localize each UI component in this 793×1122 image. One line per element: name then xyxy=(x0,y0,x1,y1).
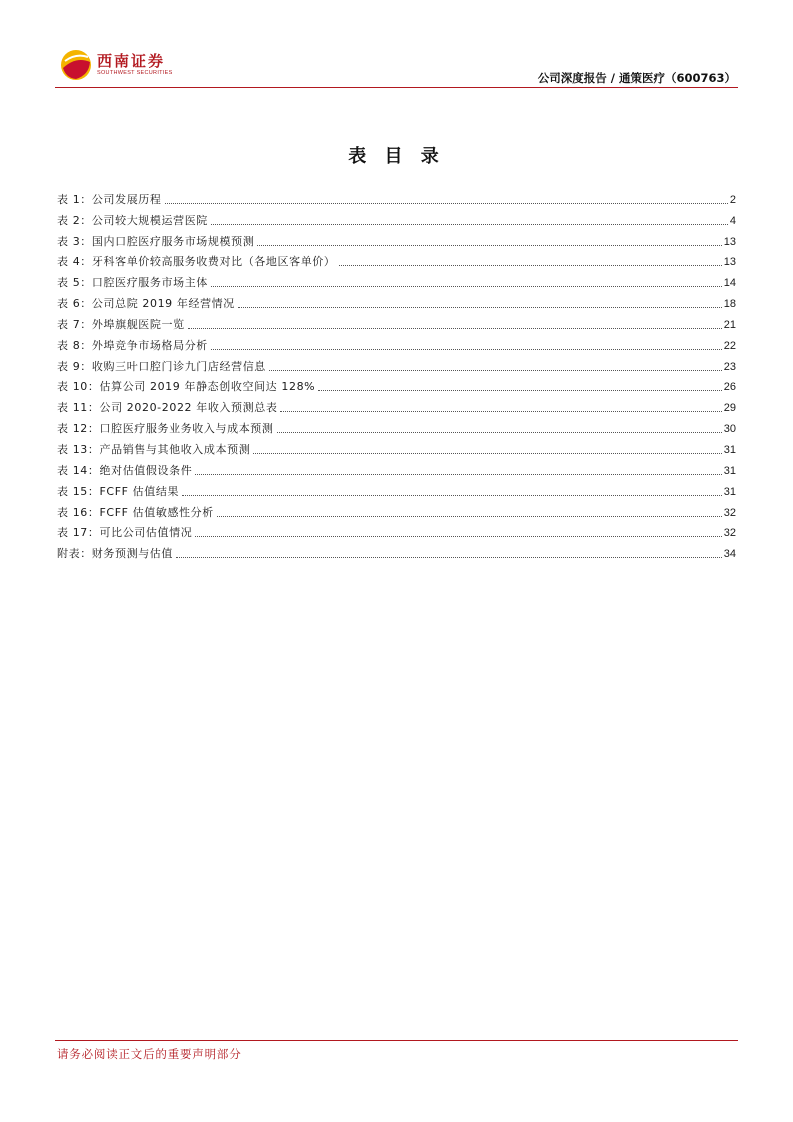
toc-entry-page-number[interactable]: 31 xyxy=(723,464,736,477)
toc-entry-page-number[interactable]: 31 xyxy=(723,485,736,498)
toc-dot-leader xyxy=(318,389,722,391)
toc-entry-page-number[interactable]: 26 xyxy=(723,381,736,394)
toc-entry-label[interactable]: 表 9：收购三叶口腔门诊九门店经营信息 xyxy=(57,359,266,373)
toc-entry-label[interactable]: 表 6：公司总院 2019 年经营情况 xyxy=(57,297,235,311)
toc-entry-label[interactable]: 表 5：口腔医疗服务市场主体 xyxy=(57,276,208,290)
toc-entry-page-number[interactable]: 34 xyxy=(723,548,736,561)
toc-dot-leader xyxy=(195,473,721,475)
toc-entry-page-number[interactable]: 4 xyxy=(729,214,736,227)
toc-dot-leader xyxy=(211,348,722,350)
toc-entry-page-number[interactable]: 30 xyxy=(723,423,736,436)
toc-dot-leader xyxy=(280,410,721,412)
header-divider xyxy=(55,87,738,88)
toc-entry[interactable] xyxy=(57,207,736,228)
toc-dot-leader xyxy=(195,535,721,537)
toc-entry[interactable] xyxy=(57,457,736,478)
toc-entry-label[interactable]: 表 15：FCFF 估值结果 xyxy=(57,484,180,498)
logo-name-cn: 西南证券 xyxy=(97,52,166,70)
toc-entry-label[interactable]: 表 3：国内口腔医疗服务市场规模预测 xyxy=(57,234,255,248)
toc-entry-page-number[interactable]: 13 xyxy=(723,235,736,248)
toc-entry[interactable] xyxy=(57,415,736,436)
toc-entry[interactable] xyxy=(57,311,736,332)
toc-entry[interactable] xyxy=(57,499,736,520)
toc-entry[interactable] xyxy=(57,478,736,499)
toc-entry-page-number[interactable]: 21 xyxy=(723,318,736,331)
report-header-title: 公司深度报告 / 通策医疗（600763） xyxy=(537,71,736,85)
toc-dot-leader xyxy=(339,264,722,266)
toc-entry[interactable] xyxy=(57,520,736,541)
toc-entry-page-number[interactable]: 23 xyxy=(723,360,736,373)
toc-entry[interactable] xyxy=(57,186,736,207)
toc-entry-label[interactable]: 表 8：外埠竞争市场格局分析 xyxy=(57,338,208,352)
toc-entry-label[interactable]: 表 16：FCFF 估值敏感性分析 xyxy=(57,505,214,519)
logo-emblem-icon xyxy=(59,48,93,82)
toc-entry-page-number[interactable]: 13 xyxy=(723,256,736,269)
toc-entry[interactable] xyxy=(57,332,736,353)
toc-dot-leader xyxy=(238,306,722,308)
toc-entry[interactable] xyxy=(57,290,736,311)
toc-entry-label[interactable]: 表 13：产品销售与其他收入成本预测 xyxy=(57,442,251,456)
toc-entry-page-number[interactable]: 18 xyxy=(723,298,736,311)
toc-dot-leader xyxy=(269,369,722,371)
toc-entry-label[interactable]: 表 7：外埠旗舰医院一览 xyxy=(57,317,185,331)
table-of-tables xyxy=(57,186,736,561)
toc-entry-label[interactable]: 表 2：公司较大规模运营医院 xyxy=(57,213,208,227)
toc-entry-label[interactable]: 表 11：公司 2020-2022 年收入预测总表 xyxy=(57,401,278,415)
toc-entry-label[interactable]: 附表：财务预测与估值 xyxy=(57,547,173,561)
toc-entry-label[interactable]: 表 14：绝对估值假设条件 xyxy=(57,463,193,477)
toc-entry[interactable] xyxy=(57,269,736,290)
toc-entry-page-number[interactable]: 31 xyxy=(723,443,736,456)
toc-dot-leader xyxy=(277,431,722,433)
toc-entry-page-number[interactable]: 22 xyxy=(723,339,736,352)
toc-dot-leader xyxy=(188,327,722,329)
toc-dot-leader xyxy=(182,494,722,496)
toc-dot-leader xyxy=(165,202,728,204)
toc-entry[interactable] xyxy=(57,249,736,270)
toc-entry[interactable] xyxy=(57,228,736,249)
toc-entry[interactable] xyxy=(57,353,736,374)
toc-entry[interactable] xyxy=(57,394,736,415)
toc-entry-label[interactable]: 表 1：公司发展历程 xyxy=(57,192,162,206)
footer-disclaimer-notice: 请务必阅读正文后的重要声明部分 xyxy=(57,1047,242,1061)
toc-entry-label[interactable]: 表 12：口腔医疗服务业务收入与成本预测 xyxy=(57,422,274,436)
toc-dot-leader xyxy=(257,244,721,246)
footer-divider xyxy=(55,1040,738,1041)
toc-entry-label[interactable]: 表 10：估算公司 2019 年静态创收空间达 128% xyxy=(57,380,316,394)
toc-dot-leader xyxy=(211,285,722,287)
toc-title: 表 目 录 xyxy=(348,146,445,167)
toc-dot-leader xyxy=(176,556,722,558)
logo-name-en: SOUTHWEST SECURITIES xyxy=(97,70,173,76)
toc-entry[interactable] xyxy=(57,540,736,561)
toc-entry[interactable] xyxy=(57,374,736,395)
company-logo xyxy=(59,48,179,82)
toc-dot-leader xyxy=(253,452,721,454)
toc-entry[interactable] xyxy=(57,436,736,457)
toc-entry-label[interactable]: 表 4：牙科客单价较高服务收费对比（各地区客单价） xyxy=(57,255,336,269)
toc-entry-page-number[interactable]: 29 xyxy=(723,402,736,415)
toc-dot-leader xyxy=(217,515,722,517)
toc-entry-page-number[interactable]: 2 xyxy=(729,193,736,206)
toc-entry-page-number[interactable]: 32 xyxy=(723,527,736,540)
toc-entry-page-number[interactable]: 32 xyxy=(723,506,736,519)
toc-entry-page-number[interactable]: 14 xyxy=(723,277,736,290)
toc-dot-leader xyxy=(211,223,728,225)
toc-entry-label[interactable]: 表 17：可比公司估值情况 xyxy=(57,526,193,540)
